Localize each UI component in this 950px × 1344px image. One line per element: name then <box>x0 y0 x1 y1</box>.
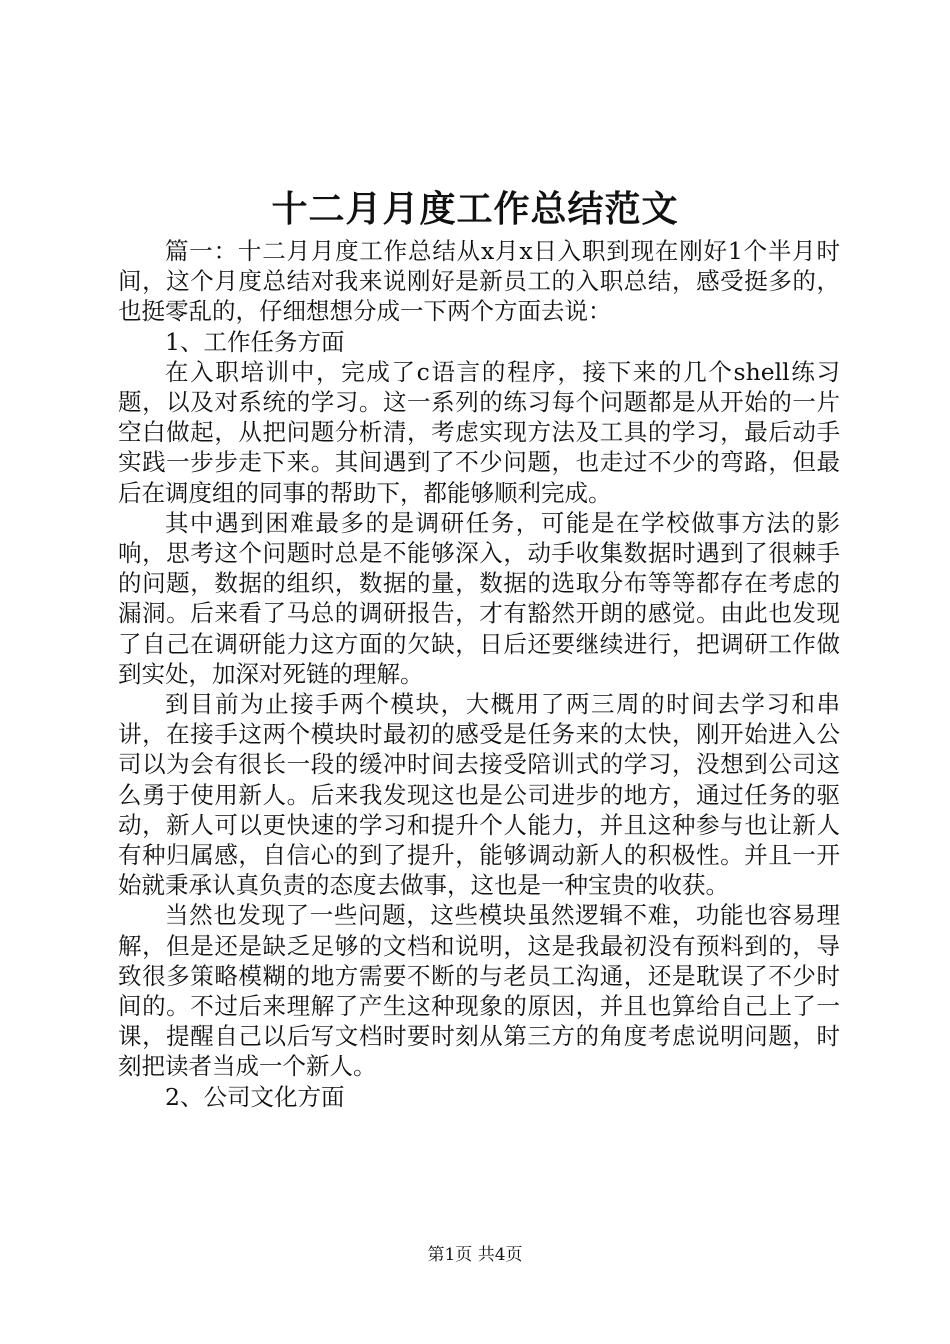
intro-paragraph: 篇一：十二月月度工作总结从x月x日入职到现在刚好1个半月时间，这个月度总结对我来说刚好是新员工的入职总结，感受挺多的，也挺零乱的，仔细想想分成一下两个方面去说： <box>118 237 840 326</box>
paragraph-modules: 到目前为止接手两个模块，大概用了两三周的时间去学习和串讲，在接手这两个模块时最初的感受是任务来的太快，刚开始进入公司以为会有很长一段的缓冲时间去接受陪训式的学习，没想到公司这么勇于使用新人。后来我发现这也是公司进步的地方，通过任务的驱动，新人可以更快速的学习和提升个人能力，并且这种参与也让新人有种归属感，自信心的到了提升，能够调动新人的积极性。并且一开始就秉承认真负责的态度去做事，这也是一种宝贵的收获。 <box>118 690 840 900</box>
paragraph-research: 其中遇到困难最多的是调研任务，可能是在学校做事方法的影响，思考这个问题时总是不能够深入，动手收集数据时遇到了很棘手的问题，数据的组织，数据的量，数据的选取分布等等都存在考虑的漏洞。后来看了马总的调研报告，才有豁然开朗的感觉。由此也发现了自己在调研能力这方面的欠缺，日后还要继续进行，把调研工作做到实处，加深对死链的理解。 <box>118 508 840 688</box>
paragraph-training: 在入职培训中，完成了c语言的程序，接下来的几个shell练习题，以及对系统的学习。这一系列的练习每个问题都是从开始的一片空白做起，从把问题分析清，考虑实现方法及工具的学习，最后动手实践一步步走下来。其间遇到了不少问题，也走过不少的弯路，但最后在调度组的同事的帮助下，都能够顺利完成。 <box>118 357 840 507</box>
page-number-footer: 第1页 共4页 <box>427 1245 523 1265</box>
section-heading-company-culture: 2、公司文化方面 <box>165 1082 345 1111</box>
section-heading-work-tasks: 1、工作任务方面 <box>165 327 345 356</box>
document-body <box>118 236 840 1112</box>
paragraph-problems: 当然也发现了一些问题，这些模块虽然逻辑不难，功能也容易理解，但是还是缺乏足够的文档和说明，这是我最初没有预料到的，导致很多策略模糊的地方需要不断的与老员工沟通，还是耽误了不少时间的。不过后来理解了产生这种现象的原因，并且也算给自己上了一课，提醒自己以后写文档时要时刻从第三方的角度考虑说明问题，时刻把读者当成一个新人。 <box>118 901 840 1081</box>
document-title: 十二月月度工作总结范文 <box>271 188 679 230</box>
